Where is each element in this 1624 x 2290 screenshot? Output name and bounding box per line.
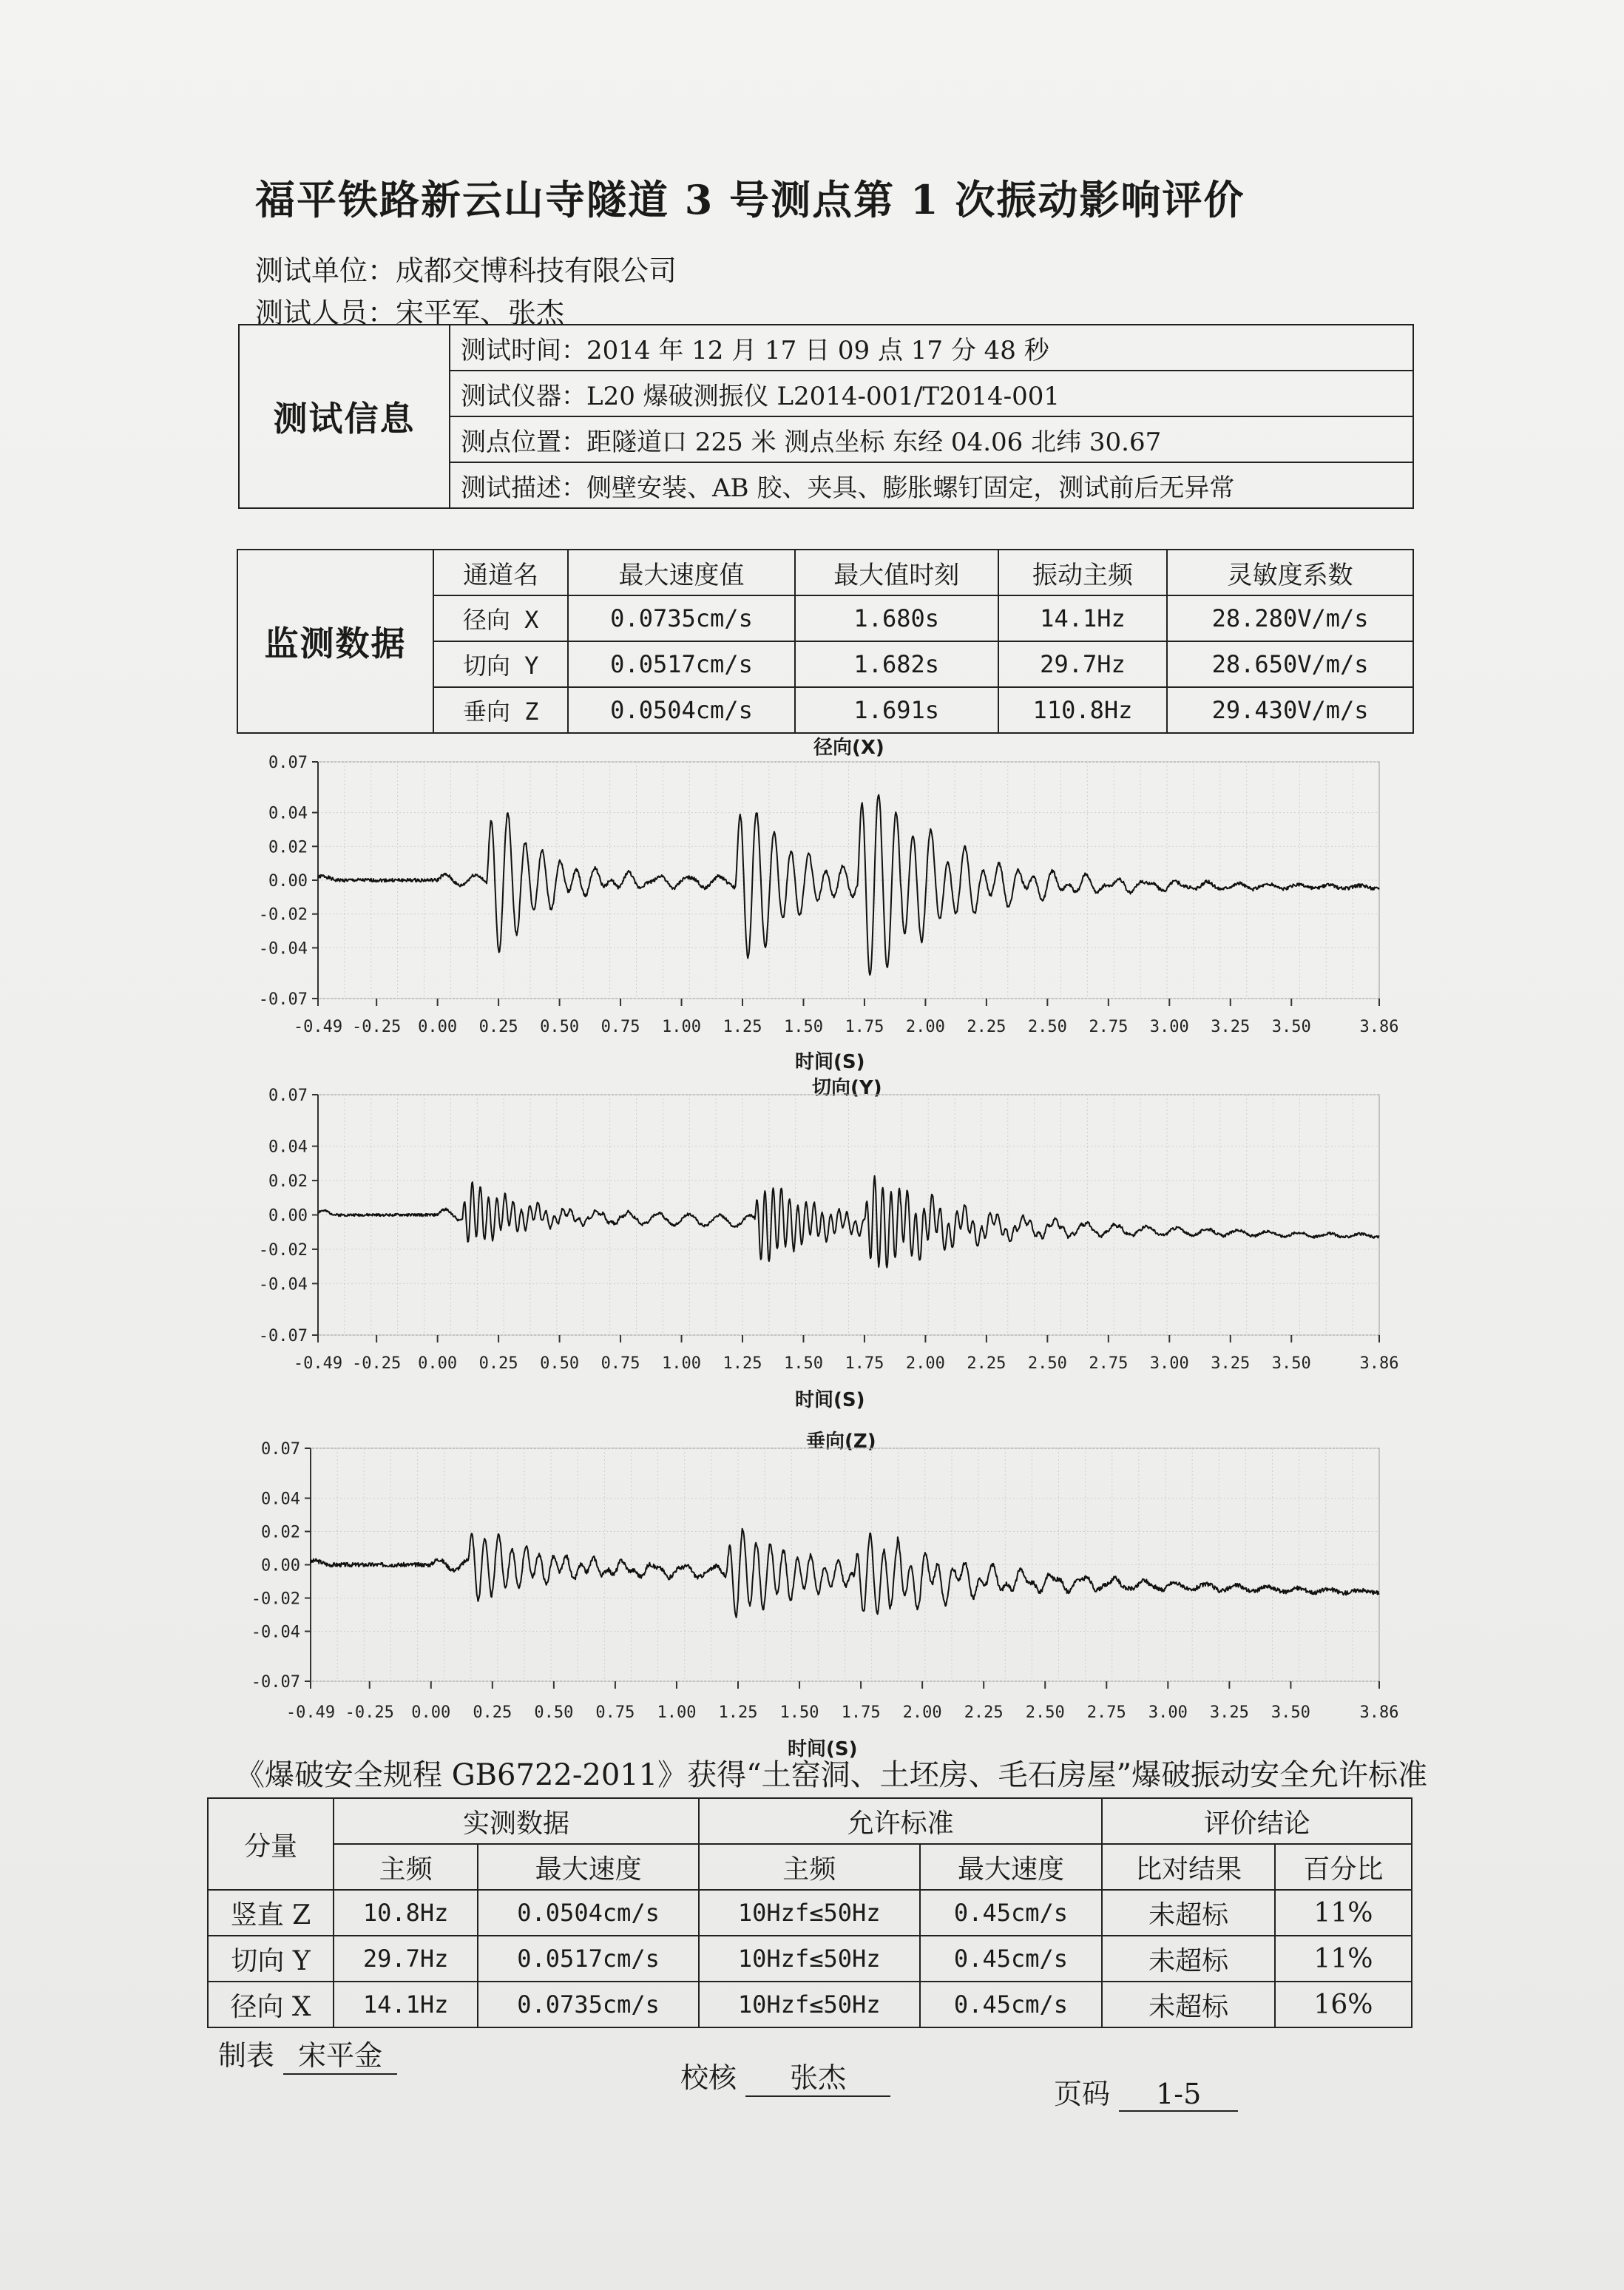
x-tick-label: 0.75 xyxy=(600,1018,640,1036)
x-tick-label: 1.00 xyxy=(657,1703,697,1722)
standard-cell: 10Hzf≤50Hz xyxy=(699,1890,920,1936)
monitor-cell: 1.682s xyxy=(795,641,998,687)
x-tick-label: 3.25 xyxy=(1209,1703,1249,1722)
standard-cell: 14.1Hz xyxy=(334,1982,478,2027)
x-tick-label: 3.50 xyxy=(1271,1703,1310,1722)
x-tick-label: 3.00 xyxy=(1149,1354,1189,1373)
test-description-cell: 测试描述：侧壁安装、AB 胶、夹具、膨胀螺钉固定，测试前后无异常 xyxy=(450,462,1413,508)
x-tick-label: 2.00 xyxy=(905,1018,945,1036)
standard-cell: 0.45cm/s xyxy=(920,1936,1103,1982)
monitor-cell: 1.680s xyxy=(795,595,998,641)
x-tick-label: 3.00 xyxy=(1148,1703,1188,1722)
monitor-cell: 29.7Hz xyxy=(998,641,1167,687)
standard-row xyxy=(208,1936,1412,1982)
x-tick-label: 3.00 xyxy=(1149,1018,1189,1036)
plot-x-title: 径向(X) xyxy=(813,737,884,759)
page-label: 页码 xyxy=(1054,2078,1111,2110)
standard-cell: 10Hzf≤50Hz xyxy=(699,1982,920,2027)
standard-cell: 未超标 xyxy=(1102,1936,1274,1982)
x-tick-label: 2.00 xyxy=(905,1354,945,1373)
checker-name: 张杰 xyxy=(745,2055,890,2097)
y-tick-label: 0.07 xyxy=(268,1087,308,1105)
x-tick-label: 1.50 xyxy=(783,1354,823,1373)
sub-compare: 比对结果 xyxy=(1102,1844,1274,1890)
sub-percent: 百分比 xyxy=(1275,1844,1412,1890)
y-tick-label: -0.02 xyxy=(251,1590,300,1609)
standard-row xyxy=(208,1890,1412,1936)
x-tick-label: 1.75 xyxy=(845,1018,884,1036)
y-tick-label: 0.02 xyxy=(261,1523,300,1542)
y-tick-label: 0.07 xyxy=(261,1440,300,1459)
col-fenliang: 分量 xyxy=(208,1798,334,1890)
x-tick-label: 1.25 xyxy=(718,1703,758,1722)
standard-cell: 未超标 xyxy=(1102,1982,1274,2027)
x-tick-label: -0.49 xyxy=(293,1354,343,1373)
x-tick-label: 3.25 xyxy=(1211,1018,1251,1036)
monitor-cell: 径向 X xyxy=(433,595,568,641)
checker-label: 校核 xyxy=(680,2061,737,2094)
standard-cell: 未超标 xyxy=(1102,1890,1274,1936)
x-tick-label: 1.00 xyxy=(662,1018,702,1036)
sub-vel-allowed: 最大速度 xyxy=(920,1844,1103,1890)
x-tick-label: 0.25 xyxy=(478,1354,518,1373)
plot-y-xlabel: 时间(S) xyxy=(795,1389,865,1411)
y-tick-label: 0.00 xyxy=(268,872,308,891)
y-tick-label: 0.02 xyxy=(268,838,308,857)
standard-cell: 0.0735cm/s xyxy=(478,1982,699,2027)
y-tick-label: 0.04 xyxy=(261,1490,300,1509)
y-tick-label: -0.04 xyxy=(258,1275,308,1294)
y-tick-label: -0.07 xyxy=(251,1673,300,1692)
x-tick-label: -0.25 xyxy=(345,1703,394,1722)
y-tick-label: 0.02 xyxy=(268,1172,308,1192)
test-info-label: 测试信息 xyxy=(239,325,450,508)
x-tick-label: 3.86 xyxy=(1359,1018,1399,1036)
monitor-header: 最大速度值 xyxy=(568,550,794,595)
standard-cell: 0.0504cm/s xyxy=(478,1890,699,1936)
standard-cell: 16% xyxy=(1275,1982,1412,2027)
monitor-cell: 0.0735cm/s xyxy=(568,595,794,641)
y-tick-label: -0.02 xyxy=(258,905,308,925)
x-tick-label: -0.49 xyxy=(285,1703,336,1722)
sub-freq-allowed: 主频 xyxy=(699,1844,920,1890)
x-tick-label: 0.50 xyxy=(540,1354,580,1373)
standard-cell: 竖直 Z xyxy=(208,1890,334,1936)
x-tick-label: 2.25 xyxy=(964,1703,1004,1722)
monitor-cell: 14.1Hz xyxy=(998,595,1167,641)
standard-cell: 11% xyxy=(1275,1890,1412,1936)
x-tick-label: 0.75 xyxy=(600,1354,640,1373)
x-tick-label: 1.25 xyxy=(723,1018,762,1036)
col-eval: 评价结论 xyxy=(1102,1798,1412,1844)
standard-cell: 29.7Hz xyxy=(334,1936,478,1982)
monitor-cell: 1.691s xyxy=(795,687,998,733)
standard-cell: 0.0517cm/s xyxy=(478,1936,699,1982)
document-title: 福平铁路新云山寺隧道 3 号测点第 1 次振动影响评价 xyxy=(255,176,1245,223)
x-tick-label: 0.00 xyxy=(411,1703,451,1722)
x-tick-label: 0.00 xyxy=(418,1354,458,1373)
standard-cell: 10.8Hz xyxy=(334,1890,478,1936)
x-tick-label: 2.75 xyxy=(1086,1703,1126,1722)
sub-freq: 主频 xyxy=(334,1844,478,1890)
test-instrument-cell: 测试仪器：L20 爆破测振仪 L2014-001/T2014-001 xyxy=(450,371,1413,416)
maker-label: 制表 xyxy=(218,2039,275,2072)
test-staff-line: 测试人员：宋平军、张杰 xyxy=(255,297,565,329)
plot-z-xlabel: 时间(S) xyxy=(788,1738,858,1760)
x-tick-label: 2.50 xyxy=(1027,1354,1067,1373)
monitor-cell: 切向 Y xyxy=(433,641,568,687)
x-tick-label: 2.25 xyxy=(967,1354,1006,1373)
sub-vel: 最大速度 xyxy=(478,1844,699,1890)
standard-table xyxy=(207,1797,1412,2028)
monitor-cell: 28.280V/m/s xyxy=(1167,595,1413,641)
y-tick-label: -0.04 xyxy=(258,939,308,959)
standard-cell: 0.45cm/s xyxy=(920,1890,1103,1936)
standard-row xyxy=(208,1982,1412,2027)
test-time-cell: 测试时间：2014 年 12 月 17 日 09 点 17 分 48 秒 xyxy=(450,325,1413,371)
x-tick-label: 1.50 xyxy=(783,1018,823,1036)
standard-cell: 0.45cm/s xyxy=(920,1982,1103,2027)
monitor-cell: 29.430V/m/s xyxy=(1167,687,1413,733)
x-tick-label: 3.50 xyxy=(1271,1018,1311,1036)
monitor-label: 监测数据 xyxy=(237,550,433,733)
plot-z-title: 垂向(Z) xyxy=(806,1431,876,1453)
x-tick-label: 3.86 xyxy=(1359,1354,1399,1373)
x-tick-label: 3.86 xyxy=(1359,1703,1399,1722)
monitor-header: 通道名 xyxy=(433,550,568,595)
test-unit-line: 测试单位：成都交博科技有限公司 xyxy=(255,254,677,287)
maker-name: 宋平金 xyxy=(283,2033,397,2075)
x-tick-label: 1.50 xyxy=(779,1703,819,1722)
y-tick-label: -0.07 xyxy=(258,1327,308,1345)
monitor-header: 灵敏度系数 xyxy=(1167,550,1413,595)
plot-y-title: 切向(Y) xyxy=(812,1077,882,1099)
monitor-header: 最大值时刻 xyxy=(795,550,998,595)
col-allowed: 允许标准 xyxy=(699,1798,1103,1844)
plot-x-xlabel: 时间(S) xyxy=(795,1051,865,1073)
monitor-cell: 垂向 Z xyxy=(433,687,568,733)
y-tick-label: 0.07 xyxy=(268,754,308,772)
y-tick-label: -0.04 xyxy=(251,1623,300,1642)
x-tick-label: 2.50 xyxy=(1025,1703,1065,1722)
x-tick-label: 2.75 xyxy=(1089,1354,1129,1373)
monitor-cell: 0.0504cm/s xyxy=(568,687,794,733)
monitor-header: 振动主频 xyxy=(998,550,1167,595)
standard-cell: 切向 Y xyxy=(208,1936,334,1982)
x-tick-label: 1.75 xyxy=(845,1354,884,1373)
y-tick-label: 0.00 xyxy=(261,1556,300,1575)
x-tick-label: 2.00 xyxy=(902,1703,942,1722)
x-tick-label: 2.50 xyxy=(1027,1018,1067,1036)
y-tick-label: 0.00 xyxy=(268,1206,308,1226)
x-tick-label: 0.50 xyxy=(534,1703,574,1722)
y-tick-label: 0.04 xyxy=(268,1138,308,1157)
x-tick-label: 0.25 xyxy=(478,1018,518,1036)
standard-cell: 11% xyxy=(1275,1936,1412,1982)
standard-caption: 《爆破安全规程 GB6722-2011》获得“土窑洞、土坯房、毛石房屋”爆破振动安全允许标准 xyxy=(235,1758,1428,1792)
page-number xyxy=(1054,2071,1238,2112)
x-tick-label: 0.50 xyxy=(540,1018,580,1036)
y-tick-label: -0.02 xyxy=(258,1240,308,1260)
checker-signature xyxy=(680,2055,890,2097)
x-tick-label: -0.25 xyxy=(352,1354,402,1373)
x-tick-label: 3.25 xyxy=(1211,1354,1251,1373)
test-location-cell: 测点位置：距隧道口 225 米 测点坐标 东经 04.06 北纬 30.67 xyxy=(450,416,1413,462)
x-tick-label: 1.00 xyxy=(662,1354,702,1373)
y-tick-label: -0.07 xyxy=(258,990,308,1009)
standard-cell: 10Hzf≤50Hz xyxy=(699,1936,920,1982)
x-tick-label: -0.25 xyxy=(352,1018,402,1036)
monitor-cell: 0.0517cm/s xyxy=(568,641,794,687)
x-tick-label: 0.75 xyxy=(595,1703,635,1722)
x-tick-label: 1.75 xyxy=(841,1703,881,1722)
x-tick-label: 3.50 xyxy=(1271,1354,1311,1373)
col-measured: 实测数据 xyxy=(334,1798,699,1844)
x-tick-label: 0.25 xyxy=(473,1703,512,1722)
maker-signature xyxy=(218,2033,397,2075)
y-tick-label: 0.04 xyxy=(268,804,308,823)
monitor-cell: 28.650V/m/s xyxy=(1167,641,1413,687)
x-tick-label: 0.00 xyxy=(418,1018,458,1036)
x-tick-label: 2.25 xyxy=(967,1018,1006,1036)
standard-cell: 径向 X xyxy=(208,1982,334,2027)
x-tick-label: -0.49 xyxy=(293,1018,343,1036)
x-tick-label: 1.25 xyxy=(723,1354,762,1373)
page-value: 1-5 xyxy=(1119,2078,1238,2112)
monitor-cell: 110.8Hz xyxy=(998,687,1167,733)
x-tick-label: 2.75 xyxy=(1089,1018,1129,1036)
